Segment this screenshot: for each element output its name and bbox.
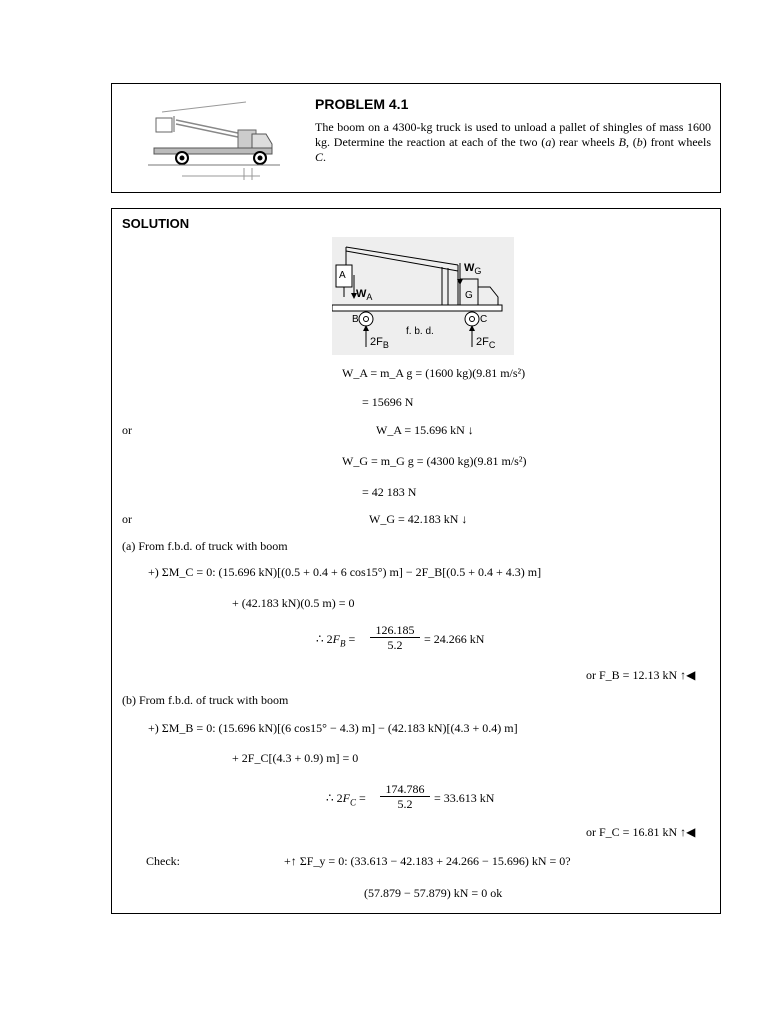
eq-moment-b: +) ΣM_B = 0: (15.696 kN)[(6 cos15° − 4.3) m] − (42.183 kN)[(4.3 + 0.4) m] bbox=[148, 721, 518, 735]
fbd-label-g: G bbox=[465, 290, 473, 301]
truck-illustration bbox=[148, 94, 308, 182]
answer-fb: or F_B = 12.13 kN ↑◀ bbox=[586, 668, 696, 682]
eq-2fc-result: = 33.613 kN bbox=[434, 791, 495, 805]
or-label-2: or bbox=[122, 512, 132, 526]
answer-fc: or F_C = 16.81 kN ↑◀ bbox=[586, 825, 696, 839]
problem-statement bbox=[315, 120, 711, 165]
check-label: Check: bbox=[146, 854, 180, 868]
eq-check-result: (57.879 − 57.879) kN = 0 ok bbox=[364, 886, 503, 900]
eq-wa-result: W_A = 15.696 kN ↓ bbox=[376, 423, 474, 437]
fraction-numerator: 174.786 bbox=[380, 782, 430, 797]
free-body-diagram bbox=[332, 237, 514, 355]
eq-moment-c-cont: + (42.183 kN)(0.5 m) = 0 bbox=[232, 596, 355, 610]
statement-text: ) front wheels bbox=[642, 135, 711, 149]
eq-wa-def: W_A = m_A g = (1600 kg)(9.81 m/s²) bbox=[342, 366, 526, 380]
statement-text: . bbox=[323, 150, 327, 164]
part-a-label: (a) From f.b.d. of truck with boom bbox=[122, 539, 288, 553]
eq-moment-c: +) ΣM_C = 0: (15.696 kN)[(0.5 + 0.4 + 6 cos15°) m] − 2F_B[(0.5 + 0.4 + 4.3) m] bbox=[148, 565, 542, 579]
fraction-denominator: 5.2 bbox=[387, 638, 403, 652]
fbd-label-fc: $2F_C$ bbox=[476, 336, 496, 350]
statement-text: ) rear wheels bbox=[551, 135, 619, 149]
or-label-1: or bbox=[122, 423, 132, 437]
statement-text: , ( bbox=[625, 135, 637, 149]
solution-box bbox=[111, 208, 721, 914]
eq-wg-def: W_G = m_G g = (4300 kg)(9.81 m/s²) bbox=[342, 454, 527, 468]
problem-title: PROBLEM 4.1 bbox=[315, 96, 409, 112]
fbd-label-a: A bbox=[339, 270, 346, 281]
statement-text: The boom on a 4300-kg truck is used to unload a pallet of shingles of mass 1600 kg. Determine the reaction at each of the two ( bbox=[315, 120, 711, 149]
eq-2fc-fraction bbox=[380, 782, 430, 811]
fbd-label-b: B bbox=[352, 314, 359, 325]
eq-wg-result: W_G = 42.183 kN ↓ bbox=[369, 512, 468, 526]
fbd-label-wa: $W_A$ bbox=[356, 288, 373, 302]
statement-italic-c-point: C bbox=[315, 150, 324, 164]
eq-check: +↑ ΣF_y = 0: (33.613 − 42.183 + 24.266 − 15.696) kN = 0? bbox=[284, 854, 571, 868]
fraction-numerator: 126.185 bbox=[370, 623, 420, 638]
eq-moment-b-cont: + 2F_C[(4.3 + 0.9) m] = 0 bbox=[232, 751, 359, 765]
fbd-label-wg: $W_G$ bbox=[464, 262, 482, 276]
eq-2fb-prefix: ∴ $2F_B$ = bbox=[316, 632, 356, 649]
eq-2fb-fraction bbox=[370, 623, 420, 652]
eq-2fc-prefix: ∴ $2F_C$ = bbox=[326, 791, 366, 808]
eq-wa-value: = 15696 N bbox=[362, 395, 414, 409]
part-b-label: (b) From f.b.d. of truck with boom bbox=[122, 693, 289, 707]
statement-italic-b: b bbox=[636, 135, 643, 149]
eq-2fb-result: = 24.266 kN bbox=[424, 632, 485, 646]
statement-italic-a: a bbox=[545, 135, 552, 149]
solution-heading: SOLUTION bbox=[122, 216, 190, 231]
problem-box bbox=[111, 83, 721, 193]
eq-wg-value: = 42 183 N bbox=[362, 485, 417, 499]
fbd-label-fbd: f. b. d. bbox=[406, 326, 434, 337]
fbd-label-fb: $2F_B$ bbox=[370, 336, 389, 350]
statement-italic-b-point: B bbox=[618, 135, 626, 149]
fraction-denominator: 5.2 bbox=[397, 797, 413, 811]
fbd-label-c: C bbox=[480, 314, 488, 325]
